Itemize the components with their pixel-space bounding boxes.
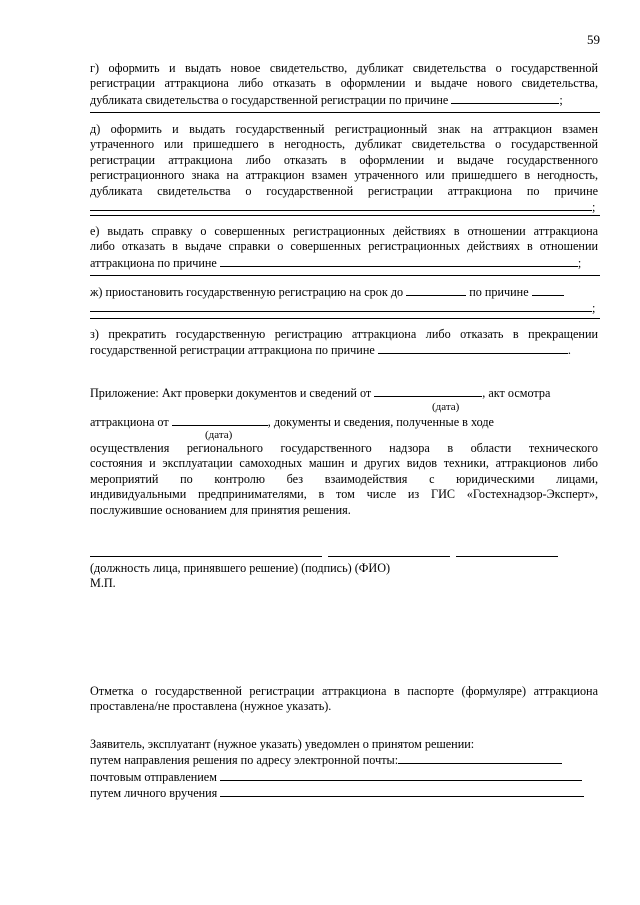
punctuation: ; bbox=[592, 301, 596, 316]
reason-blank bbox=[220, 255, 578, 267]
reason-blank bbox=[451, 92, 559, 104]
delivery-blank bbox=[220, 785, 584, 797]
punctuation: ; bbox=[559, 92, 563, 107]
text-line: Отметка о государственной регистрации аттракциона в паспорте (формуляре) аттракциона bbox=[90, 684, 598, 698]
text-line bbox=[90, 752, 598, 768]
text-line: регистрации аттракциона либо отказать в оформлении и выдаче нового свидетельства, bbox=[90, 76, 598, 91]
text-line bbox=[90, 255, 598, 271]
divider bbox=[90, 112, 600, 113]
passport-note bbox=[90, 684, 598, 715]
reason-blank bbox=[532, 284, 564, 296]
punctuation: ; bbox=[577, 255, 582, 270]
text-line bbox=[90, 414, 598, 430]
text-line: з) прекратить государственную регистрацию аттракциона либо отказать в прекращении bbox=[90, 327, 598, 341]
text-line bbox=[90, 300, 598, 316]
appendix-line-1 bbox=[90, 385, 598, 401]
text-line bbox=[90, 785, 598, 801]
text-line: мероприятий по контролю без взаимодействия с юридическими лицами, bbox=[90, 471, 598, 486]
text-line: дубликата свидетельства о государственной регистрации аттракциона по причине bbox=[90, 183, 598, 198]
text-line bbox=[90, 342, 598, 358]
date-caption: (дата) bbox=[432, 401, 460, 413]
divider bbox=[90, 215, 600, 216]
text-fragment: ж) приостановить государственную регистрацию на срок до bbox=[90, 285, 404, 299]
text-line: д) оформить и выдать государственный регистрационный знак на аттракцион взамен bbox=[90, 122, 598, 136]
text-line: индивидуальными предпринимателями, в том числе из ГИС «Гостехнадзор-Эксперт», bbox=[90, 487, 598, 502]
text-fragment: , документы и сведения, полученные в ходе bbox=[267, 415, 494, 429]
item-z-paragraph bbox=[90, 327, 598, 359]
punctuation: ; bbox=[592, 200, 596, 215]
mail-blank bbox=[220, 769, 582, 781]
text-fragment: по причине bbox=[469, 285, 529, 299]
date-blank bbox=[406, 284, 466, 296]
text-fragment: Приложение: Акт проверки документов и сведений от bbox=[90, 386, 372, 400]
text-line: регистрационного знака на аттракцион взамен утраченного или пришедшего в негодность, bbox=[90, 168, 598, 183]
email-blank bbox=[398, 752, 562, 764]
text-line bbox=[90, 199, 598, 215]
text-line: проставлена/не проставлена (нужное указать). bbox=[90, 699, 332, 714]
page-number: 59 bbox=[587, 32, 600, 47]
text-line bbox=[90, 385, 598, 401]
text-fragment: дубликата свидетельства о государственной регистрации по причине bbox=[90, 92, 449, 107]
text-line: послужившие основанием для принятия решения. bbox=[90, 502, 351, 517]
text-fragment: аттракциона от bbox=[90, 415, 169, 429]
notification-block bbox=[90, 737, 598, 802]
text-line bbox=[90, 769, 598, 785]
item-g-paragraph bbox=[90, 61, 598, 108]
item-d-paragraph bbox=[90, 122, 598, 215]
date-blank bbox=[172, 414, 268, 426]
text-fragment: государственной регистрации аттракциона по причине bbox=[90, 343, 375, 358]
text-line: г) оформить и выдать новое свидетельство, дубликат свидетельства о государственной bbox=[90, 61, 598, 75]
divider bbox=[90, 318, 600, 319]
date-blank bbox=[374, 385, 482, 397]
item-e-paragraph bbox=[90, 224, 598, 271]
signature-block bbox=[90, 561, 598, 592]
text-line: утраченного или пришедшего в негодность, дубликат свидетельства о государственной bbox=[90, 137, 598, 152]
text-fragment: почтовым отправлением bbox=[90, 769, 217, 784]
signature-line bbox=[328, 556, 450, 557]
position-signature-line bbox=[90, 556, 322, 557]
text-fragment: , акт осмотра bbox=[482, 386, 551, 400]
text-fragment: аттракциона по причине bbox=[90, 255, 217, 270]
name-signature-line bbox=[456, 556, 558, 557]
divider bbox=[90, 275, 600, 276]
text-fragment: путем личного вручения bbox=[90, 786, 218, 801]
text-line bbox=[90, 92, 598, 108]
reason-blank bbox=[378, 342, 568, 354]
text-line: регистрации аттракциона либо отказать в оформлении и выдаче государственного bbox=[90, 152, 598, 167]
punctuation: . bbox=[567, 343, 571, 358]
text-line: либо отказать в выдаче справки о совершенных регистрационных действиях в отношении bbox=[90, 239, 598, 254]
reason-blank bbox=[90, 300, 592, 312]
text-line: состояния и эксплуатации самоходных машин и других видов техники, аттракционов либо bbox=[90, 456, 598, 471]
reason-blank bbox=[90, 199, 592, 211]
signature-caption: (должность лица, принявшего решение) (подпись) (ФИО) bbox=[90, 561, 391, 575]
text-line: е) выдать справку о совершенных регистрационных действиях в отношении аттракциона bbox=[90, 224, 598, 238]
text-line: Заявитель, эксплуатант (нужное указать) уведомлен о принятом решении: bbox=[90, 737, 475, 751]
text-fragment: путем направления решения по адресу электронной почты: bbox=[90, 753, 399, 768]
appendix-body bbox=[90, 441, 598, 518]
stamp-label: М.П. bbox=[90, 576, 116, 591]
date-caption: (дата) bbox=[205, 429, 233, 441]
item-zh-paragraph bbox=[90, 284, 598, 317]
text-line: осуществления регионального государственного надзора в области технического bbox=[90, 441, 598, 455]
text-line bbox=[90, 284, 598, 300]
appendix-line-2 bbox=[90, 414, 598, 430]
